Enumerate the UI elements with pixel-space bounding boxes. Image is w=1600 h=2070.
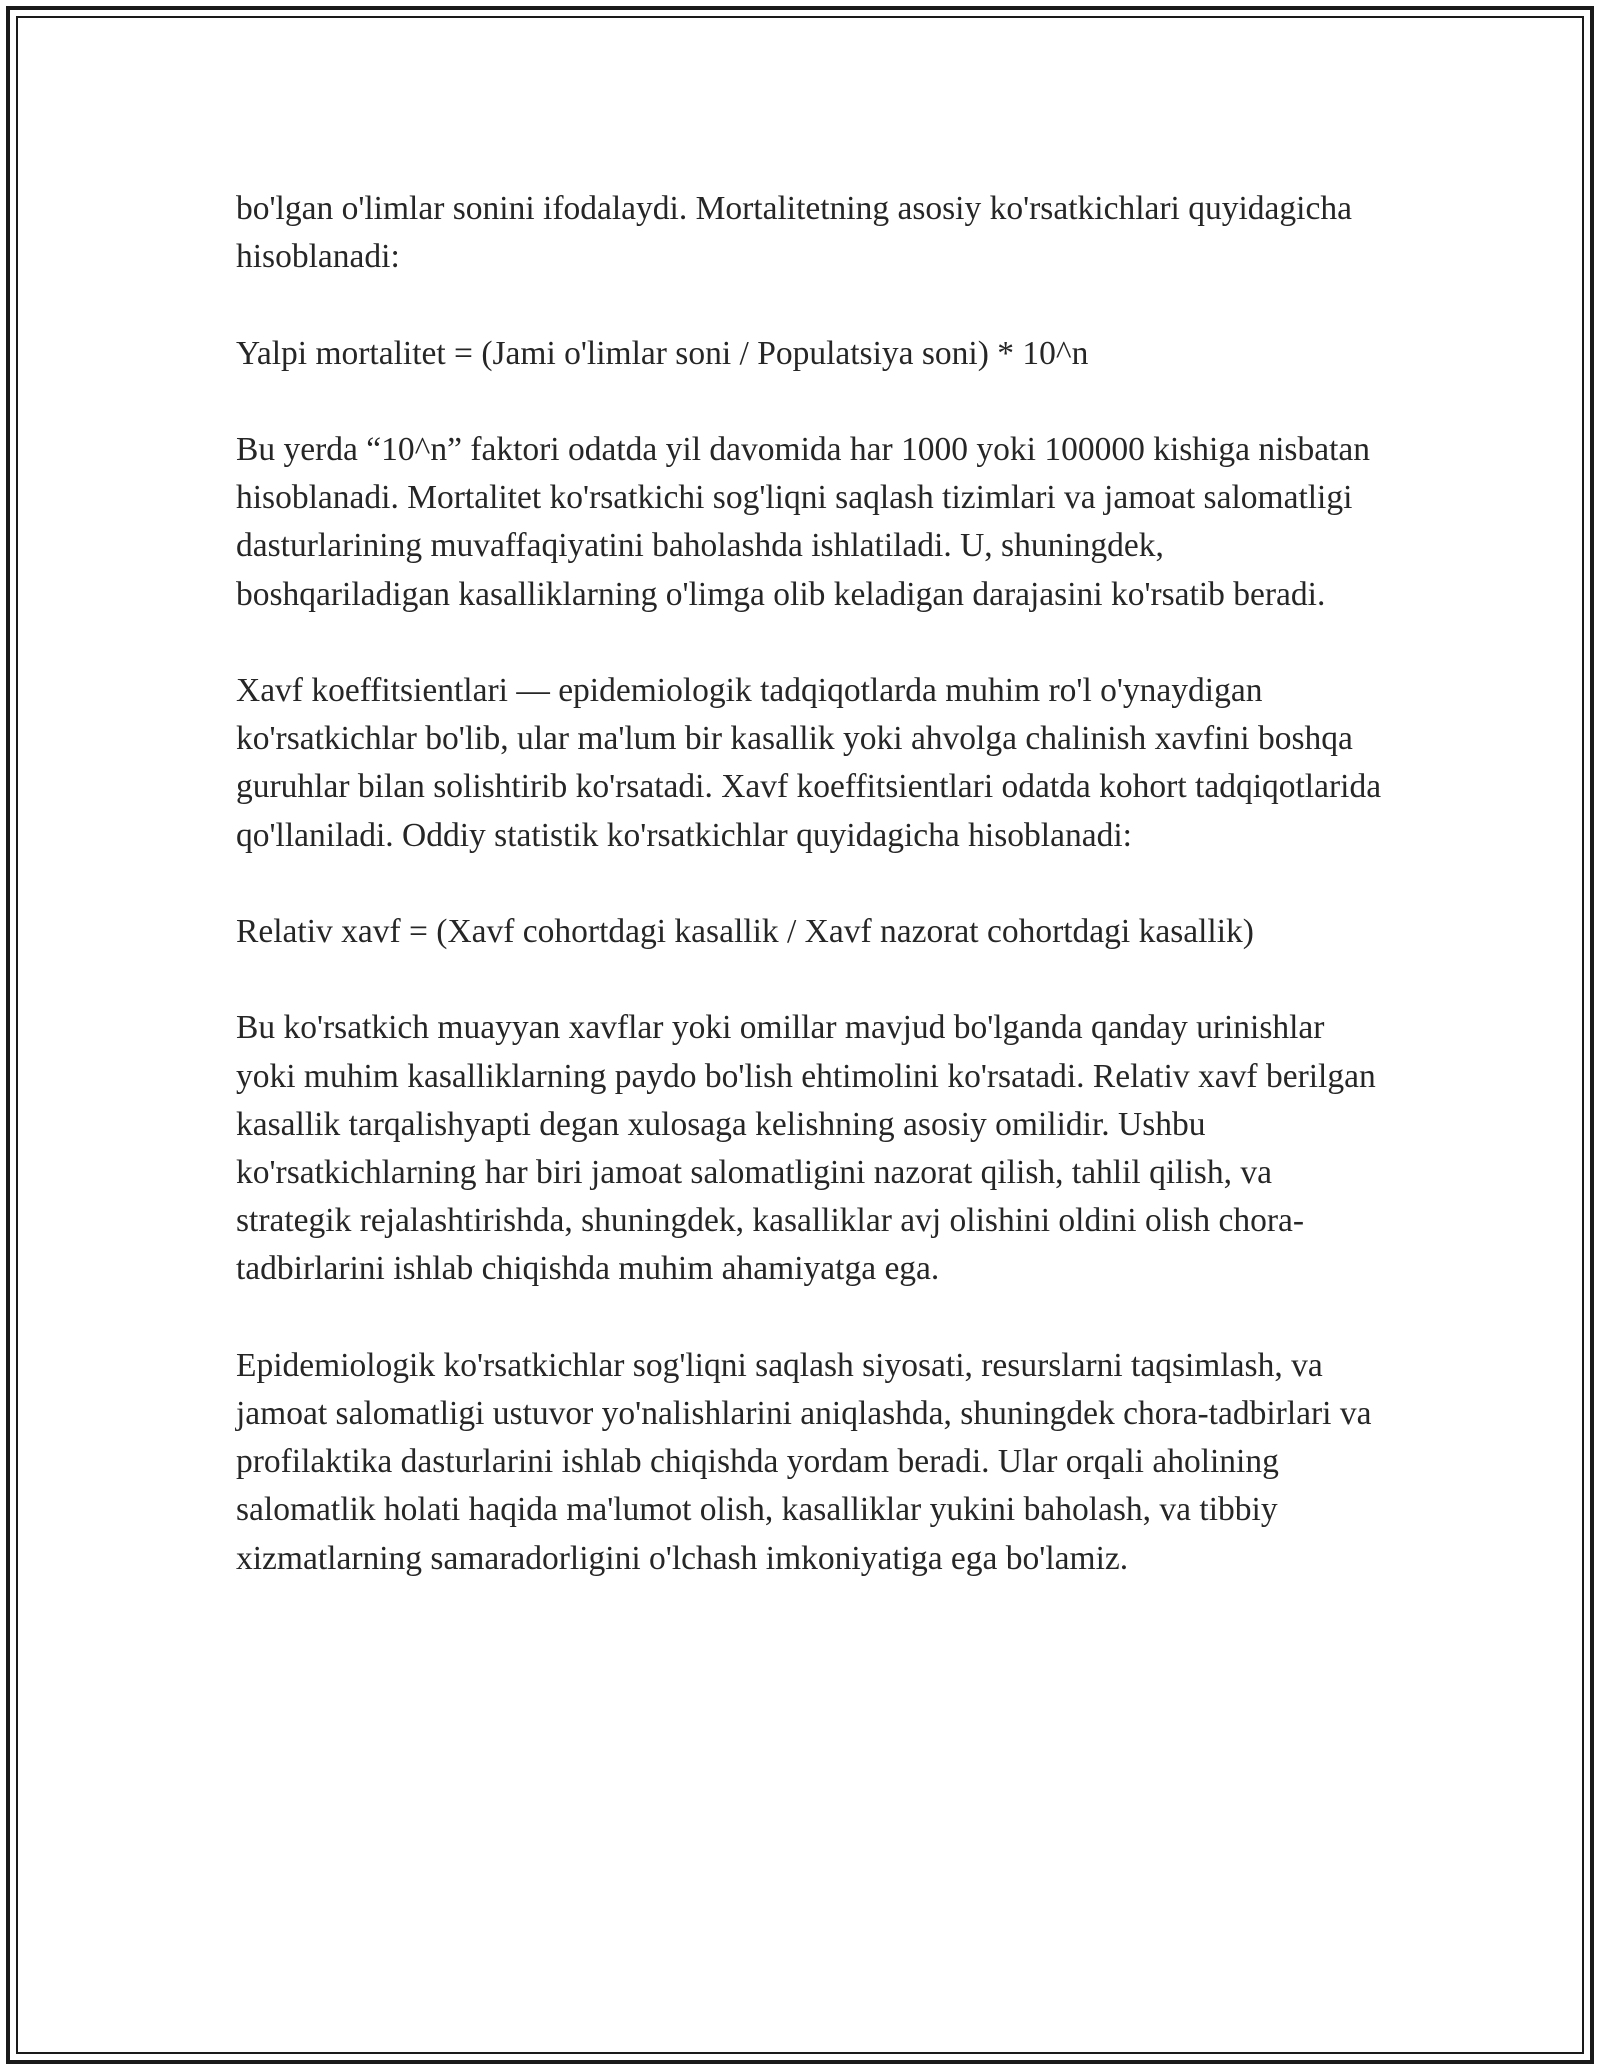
paragraph-mortality-intro: bo'lgan o'limlar sonini ifodalaydi. Mortalitetning asosiy ko'rsatkichlari quyidagicha hisoblanadi: (236, 190, 1352, 276)
paragraph-relative-risk-explanation: Bu ko'rsatkich muayyan xavflar yoki omillar mavjud bo'lganda qanday urinishlar yoki muhim kasalliklarning paydo bo'lish ehtimolini ko'rsatadi. Relativ xavf berilgan kasallik tarqalishyapti degan xulosaga kelishning asosiy omilidir. Ushbu ko'rsatkichlarning har biri jamoat salomatligini nazorat qilish, tahlil qilish, va strategik rejalashtirishda, shuningdek, kasalliklar avj olishini oldini olish chora-tadbirlarini ishlab chiqishda muhim ahamiyatga ega. (236, 1009, 1376, 1288)
document-body (236, 185, 1386, 1583)
paragraph-risk-ratios: Xavf koeffitsientlari — epidemiologik tadqiqotlarda muhim ro'l o'ynaydigan ko'rsatkichlar bo'lib, ular ma'lum bir kasallik yoki ahvolga chalinish xavfini boshqa guruhlar bilan solishtirib ko'rsatadi. Xavf koeffitsientlari odatda kohort tadqiqotlarida qo'llaniladi. Oddiy statistik ko'rsatkichlar quyidagicha hisoblanadi: (236, 671, 1382, 854)
paragraph-conclusion: Epidemiologik ko'rsatkichlar sog'liqni saqlash siyosati, resurslarni taqsimlash, va jamoat salomatligi ustuvor yo'nalishlarini aniqlashda, shuningdek chora-tadbirlari va profilaktika dasturlarini ishlab chiqishda yordam beradi. Ular orqali aholining salomatlik holati haqida ma'lumot olish, kasalliklar yukini baholash, va tibbiy xizmatlarning samaradorligini o'lchash imkoniyatiga ega bo'lamiz. (236, 1346, 1372, 1577)
formula-relative-risk: Relativ xavf = (Xavf cohortdagi kasallik / Xavf nazorat cohortdagi kasallik) (236, 912, 1254, 950)
formula-crude-mortality: Yalpi mortalitet = (Jami o'limlar soni / Populatsiya soni) * 10^n (236, 334, 1089, 372)
paragraph-mortality-explanation: Bu yerda “10^n” faktori odatda yil davomida har 1000 yoki 100000 kishiga nisbatan hisoblanadi. Mortalitet ko'rsatkichi sog'liqni saqlash tizimlari va jamoat salomatligi dasturlarining muvaffaqiyatini baholashda ishlatiladi. U, shuningdek, boshqariladigan kasalliklarning o'limga olib keladigan darajasini ko'rsatib beradi. (236, 430, 1370, 613)
